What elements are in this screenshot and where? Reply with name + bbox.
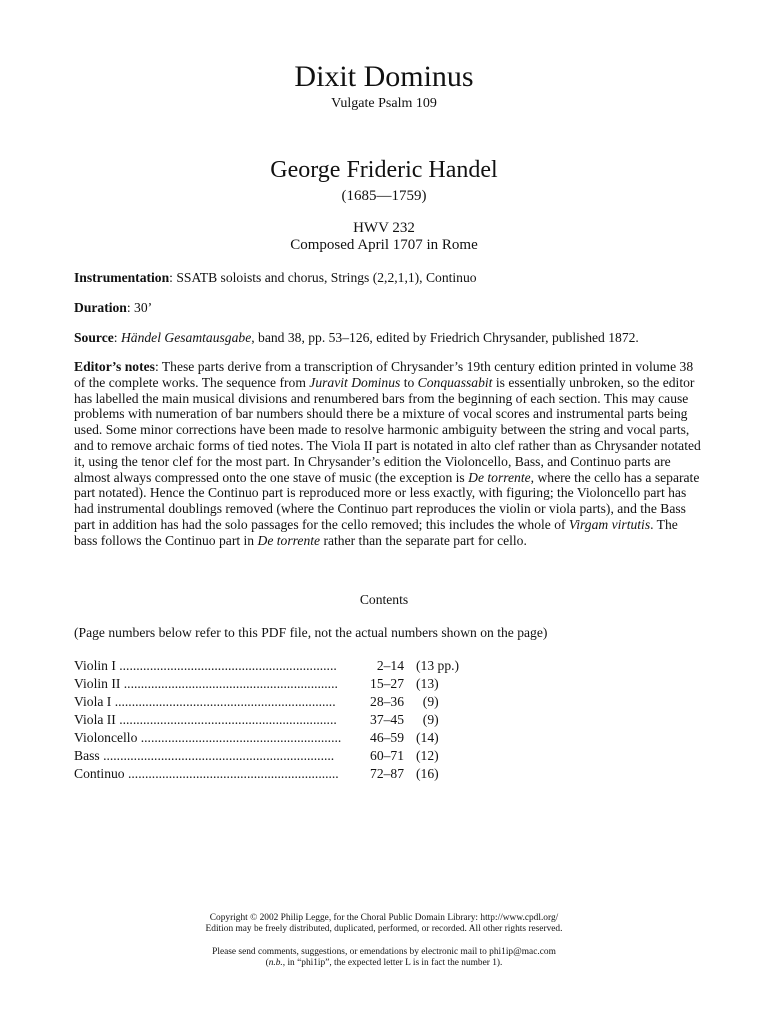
part-name: Continuo .............................................................. (74, 766, 339, 781)
contents-row (74, 765, 494, 783)
page-count: (9) (416, 694, 439, 709)
section-name: Juravit Dominus (309, 374, 401, 390)
part-name: Bass .................................................................... (74, 748, 335, 763)
contact-line: Please send comments, suggestions, or emendations by electronic mail to phi1ip@mac.com (212, 947, 556, 957)
part-name: Viola II ................................................................ (74, 712, 337, 727)
page-count: (16) (416, 766, 439, 781)
composer-name: George Frideric Handel (270, 157, 498, 183)
section-name: Conquassabit (417, 374, 493, 390)
part-name: Violin II ............................................................... (74, 676, 338, 691)
page-count: (13 pp.) (416, 658, 460, 673)
contents-row (74, 675, 494, 693)
page-range: 15–27 (370, 676, 404, 691)
nb-abbrev: n.b. (268, 958, 283, 968)
editors-notes-text: to (400, 374, 418, 390)
editors-notes-text: . The bass follows the Continuo part in (74, 516, 678, 548)
contents-note: (Page numbers below refer to this PDF file, not the actual numbers shown on the page) (74, 625, 548, 640)
part-name: Violoncello ........................................................... (74, 730, 342, 745)
page-count: (9) (416, 712, 439, 727)
page-range: 46–59 (370, 730, 404, 745)
contents-row (74, 711, 494, 729)
section-name: De torrente (257, 532, 321, 548)
license-line: Edition may be freely distributed, duplicated, performed, or recorded. All other rights reserved. (205, 924, 563, 934)
page-range: 60–71 (370, 748, 404, 763)
editors-notes-text: rather than the separate part for cello. (320, 532, 527, 548)
page-count: (12) (416, 748, 439, 763)
page-range: 72–87 (370, 766, 404, 781)
composer-dates: (1685—1759) (341, 188, 427, 204)
instrumentation-paragraph (74, 270, 704, 286)
section-name: Virgam virtutis (568, 516, 651, 532)
editors-notes-text: , where the cello has a separate part notated). Hence the Continuo part is reproduced more or less exactly, with figuring; the Violoncello part has had instrumental doublings removed (where the Continuo part reproduces the violin or viola parts), and the Bass part in addition has had the solo passages for the cello removed; this includes the whole of (74, 469, 700, 532)
contents-row (74, 729, 494, 747)
instrumentation-label: Instrumentation (74, 270, 170, 285)
contents-row (74, 657, 494, 675)
contents-list (74, 657, 494, 783)
composition-info: Composed April 1707 in Rome (290, 237, 478, 253)
source-paragraph: Source: Händel Gesamtausgabe, band 38, pp. 53–126, edited by Friedrich Chrysander, published 1872. (74, 330, 639, 345)
editors-notes-text: is essentially unbroken, so the editor has labelled the main musical divisions and renumbered bars from the beginning of each section. This may cause problems with numeration of bar numbers should there be a mixture of vocal scores and instrumental parts being used. Some minor corrections have been made to resolve harmonic ambiguity between the string and vocal parts, and to remove archaic forms of tied notes. The Viola II part is notated in alto clef rather than as Chrysander notated it, using the tenor clef for the most part. In Chrysander’s edition the Violoncello, Bass, and Continuo parts are almost always compressed onto the one stave of music (the exception is (74, 374, 701, 485)
page-count: (13) (416, 676, 439, 691)
editors-notes-label: Editor’s notes (74, 359, 155, 374)
source-label: Source (74, 330, 114, 345)
subtitle: Vulgate Psalm 109 (331, 96, 437, 111)
contents-row (74, 747, 494, 765)
page-count: (14) (416, 730, 439, 745)
part-name: Violin I ................................................................ (74, 658, 337, 673)
part-name: Viola I ................................................................. (74, 694, 336, 709)
duration-text: : 30’ (126, 300, 153, 315)
instrumentation-text: : SSATB soloists and chorus, Strings (2,2,1,1), Continuo (169, 270, 477, 285)
contents-row (74, 693, 494, 711)
paren-open: ( (265, 958, 269, 968)
page-range: 2–14 (376, 658, 404, 673)
source-title: Händel Gesamtausgabe (120, 330, 252, 345)
editors-notes-text: : These parts derive from a transcription of Chrysander’s 19th century edition printed in volume 38 of the complete works. The sequence from (74, 359, 694, 390)
catalogue-number: HWV 232 (353, 220, 415, 236)
duration-paragraph (74, 300, 704, 316)
source-text: , band 38, pp. 53–126, edited by Friedrich Chrysander, published 1872. (251, 330, 639, 345)
page-range: 37–45 (370, 712, 404, 727)
editors-notes-paragraph (74, 359, 704, 549)
page-range: 28–36 (370, 694, 404, 709)
section-name: De torrente (468, 469, 531, 485)
email-note-line (0, 958, 768, 969)
page-title: Dixit Dominus (294, 60, 474, 93)
contents-heading: Contents (359, 592, 409, 607)
copyright-line: Copyright © 2002 Philip Legge, for the Choral Public Domain Library: http://www.cpdl.org/ (209, 913, 559, 923)
email-note-text: , in “phi1ip”, the expected letter L is in fact the number 1). (282, 958, 503, 968)
duration-label: Duration (74, 300, 127, 315)
